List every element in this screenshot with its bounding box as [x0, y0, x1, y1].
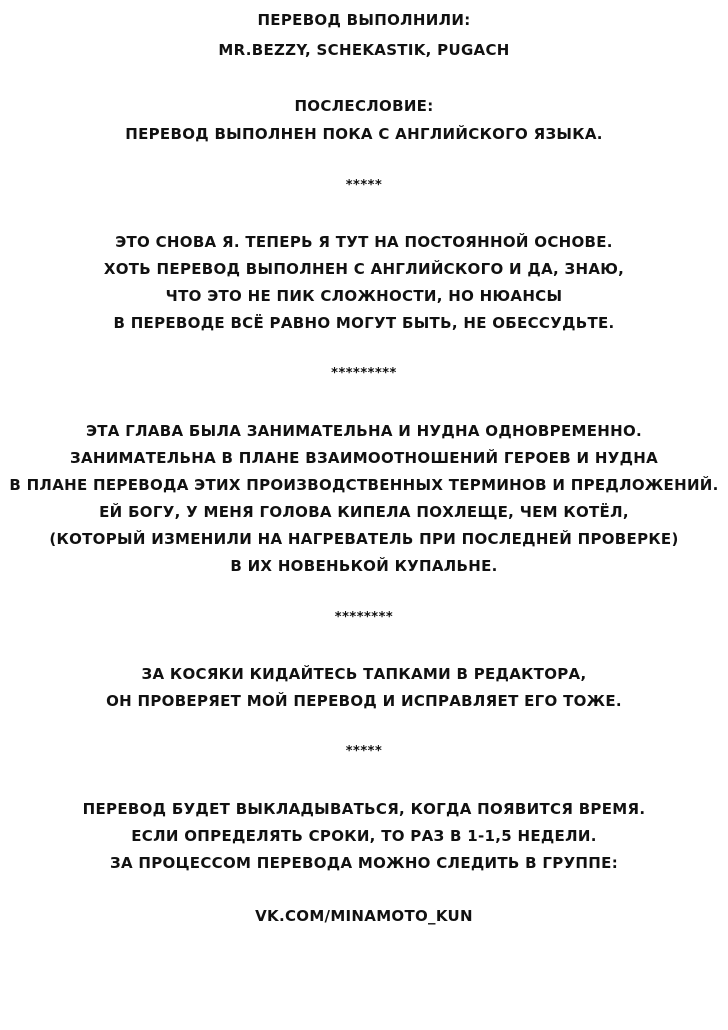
- para1-line: В ПЕРЕВОДЕ ВСЁ РАВНО МОГУТ БЫТЬ, НЕ ОБЕССУДЬТЕ.: [113, 314, 615, 332]
- credits-names: MR.BEZZY, SCHEKASTIK, PUGACH: [218, 41, 510, 59]
- para1-line: ЧТО ЭТО НЕ ПИК СЛОЖНОСТИ, НО НЮАНСЫ: [165, 287, 563, 305]
- para1-line: ХОТЬ ПЕРЕВОД ВЫПОЛНЕН С АНГЛИЙСКОГО И ДА, ЗНАЮ,: [103, 260, 625, 278]
- para4-line: ЗА ПРОЦЕССОМ ПЕРЕВОДА МОЖНО СЛЕДИТЬ В ГРУППЕ:: [110, 854, 618, 872]
- para2-line: В ИХ НОВЕНЬКОЙ КУПАЛЬНЕ.: [230, 557, 498, 575]
- separator: ********: [334, 610, 394, 625]
- separator: *****: [345, 744, 383, 759]
- para2-line: (КОТОРЫЙ ИЗМЕНИЛИ НА НАГРЕВАТЕЛЬ ПРИ ПОСЛЕДНЕЙ ПРОВЕРКЕ): [49, 530, 679, 548]
- para4-line: ПЕРЕВОД БУДЕТ ВЫКЛАДЫВАТЬСЯ, КОГДА ПОЯВИТСЯ ВРЕМЯ.: [82, 800, 646, 818]
- separator: *****: [345, 178, 383, 193]
- para2-line: ЗАНИМАТЕЛЬНА В ПЛАНЕ ВЗАИМООТНОШЕНИЙ ГЕРОЕВ И НУДНА: [69, 449, 658, 467]
- afterword-heading: ПОСЛЕСЛОВИЕ:: [294, 97, 434, 115]
- group-link[interactable]: VK.COM/MINAMOTO_KUN: [255, 907, 473, 925]
- para3-line: ЗА КОСЯКИ КИДАЙТЕСЬ ТАПКАМИ В РЕДАКТОРА,: [141, 665, 587, 683]
- para2-line: В ПЛАНЕ ПЕРЕВОДА ЭТИХ ПРОИЗВОДСТВЕННЫХ ТЕРМИНОВ И ПРЕДЛОЖЕНИЙ.: [9, 476, 719, 494]
- afterword-note: ПЕРЕВОД ВЫПОЛНЕН ПОКА С АНГЛИЙСКОГО ЯЗЫКА.: [125, 125, 603, 143]
- para3-line: ОН ПРОВЕРЯЕТ МОЙ ПЕРЕВОД И ИСПРАВЛЯЕТ ЕГО ТОЖЕ.: [106, 692, 622, 710]
- para2-line: ЭТА ГЛАВА БЫЛА ЗАНИМАТЕЛЬНА И НУДНА ОДНОВРЕМЕННО.: [85, 422, 643, 440]
- para2-line: ЕЙ БОГУ, У МЕНЯ ГОЛОВА КИПЕЛА ПОХЛЕЩЕ, ЧЕМ КОТЁЛ,: [99, 503, 629, 521]
- para4-line: ЕСЛИ ОПРЕДЕЛЯТЬ СРОКИ, ТО РАЗ В 1-1,5 НЕДЕЛИ.: [131, 827, 597, 845]
- para1-line: ЭТО СНОВА Я. ТЕПЕРЬ Я ТУТ НА ПОСТОЯННОЙ ОСНОВЕ.: [115, 233, 613, 251]
- credits-heading: ПЕРЕВОД ВЫПОЛНИЛИ:: [257, 11, 471, 29]
- separator: *********: [331, 366, 397, 381]
